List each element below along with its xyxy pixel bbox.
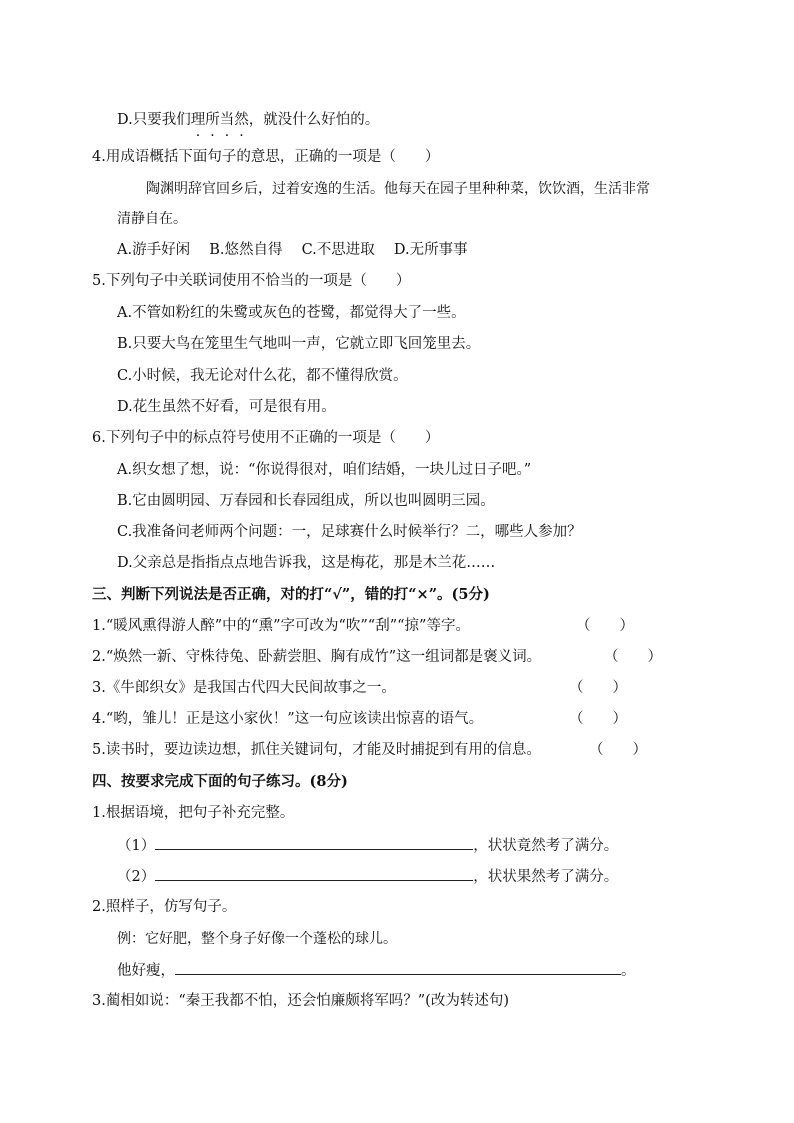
item-number: （1） [117, 838, 156, 854]
emphasis-char: 当 [219, 112, 235, 128]
judge-item-1 [92, 616, 470, 636]
judge-item-text: 5.读书时，要边读边想，抓住关键词句，才能及时捕捉到有用的信息。 [92, 742, 541, 758]
sentence-end: ，状状果然考了满分。 [473, 869, 619, 885]
fill-blank-2[interactable] [155, 866, 473, 881]
q5-option-c: C.小时候，我无论对什么花，都不懂得欣赏。 [117, 368, 408, 384]
s4-q1-line1 [117, 835, 618, 856]
q6-stem: 6.下列句子中的标点符号使用不正确的一项是（ ） [92, 430, 440, 446]
judge-item-text: 4.“哟，雏儿！正是这小家伙！”这一句应该读出惊喜的语气。 [92, 711, 484, 727]
sentence-end: 。 [621, 963, 636, 979]
emphasis-char: 所 [205, 112, 220, 128]
judge-item-5 [92, 740, 541, 760]
q3-option-d-post: ，就没什么好怕的。 [248, 112, 380, 128]
s4-q2-example: 例：它好肥，整个身子好像一个蓬松的球儿。 [117, 931, 397, 947]
q4-options: A.游手好闲 B.悠然自得 C.不思进取 D.无所事事 [117, 242, 468, 258]
judge-item-text: 2.“焕然一新、守株待兔、卧薪尝胆、胸有成竹”这一组词都是褒义词。 [92, 649, 542, 665]
s4-q2-stem: 2.照样子，仿写句子。 [92, 899, 237, 915]
q4-stem: 4.用成语概括下面句子的意思，正确的一项是（ ） [92, 149, 440, 165]
section-3-title: 三、判断下列说法是否正确，对的打“√”，错的打“×”。(5分) [92, 586, 490, 603]
sentence-end: ，状状竟然考了满分。 [473, 838, 619, 854]
q4-passage-line2: 清静自在。 [117, 211, 187, 227]
section-4-title: 四、按要求完成下面的句子练习。(8分) [92, 773, 348, 790]
q6-option-d: D.父亲总是指指点点地告诉我，这是梅花，那是木兰花…… [117, 555, 496, 571]
judge-item-3 [92, 678, 396, 698]
judge-item-2 [92, 647, 541, 667]
q5-stem: 5.下列句子中关联词使用不恰当的一项是（ ） [92, 273, 411, 289]
s4-q1-line2 [117, 866, 618, 887]
q4-passage-line1: 陶渊明辞官回乡后，过着安逸的生活。他每天在园子里种种菜，饮饮酒，生活非常 [146, 181, 650, 197]
q5-option-b: B.只要大鸟在笼里生气地叫一声，它就立即飞回笼里去。 [117, 336, 481, 352]
answer-paren: （ ） [576, 618, 634, 634]
s4-q1-stem: 1.根据语境，把句子补充完整。 [92, 805, 295, 821]
answer-paren: （ ） [569, 680, 627, 696]
q6-option-b: B.它由圆明园、万春园和长春园组成，所以也叫圆明三园。 [117, 493, 495, 509]
answer-paren: （ ） [604, 649, 662, 665]
q3-option-d-pre: D.只要我们 [117, 112, 191, 128]
q5-option-d: D.花生虽然不好看，可是很有用。 [117, 399, 336, 415]
q6-option-c: C.我准备问老师两个问题：一，足球赛什么时候举行？二，哪些人参加？ [117, 524, 582, 540]
item-number: （2） [117, 869, 156, 885]
judge-item-4 [92, 709, 483, 729]
fill-blank-3[interactable] [175, 960, 621, 975]
emphasis-char: 然 [234, 112, 249, 128]
judge-item-text: 3.《牛郎织女》是我国古代四大民间故事之一。 [92, 680, 396, 696]
judge-item-text: 1.“暖风熏得游人醉”中的“熏”字可改为“吹”“刮”“掠”等字。 [92, 618, 470, 634]
answer-paren: （ ） [569, 711, 627, 727]
q6-option-a: A.织女想了想，说：“你说得很对，咱们结婚，一块儿过日子吧。” [117, 462, 532, 478]
prompt-text: 他好瘦， [117, 963, 175, 979]
q3-option-d [117, 110, 379, 130]
s4-q2-answer-line [117, 960, 636, 981]
fill-blank-1[interactable] [155, 835, 473, 850]
q5-option-a: A.不管如粉红的朱鹭或灰色的苍鹭，都觉得大了一些。 [117, 305, 466, 321]
answer-paren: （ ） [589, 742, 647, 758]
s4-q3-stem: 3.蔺相如说：“秦王我都不怕，还会怕廉颇将军吗？”(改为转述句) [92, 993, 509, 1009]
emphasis-char: 理 [190, 112, 206, 128]
